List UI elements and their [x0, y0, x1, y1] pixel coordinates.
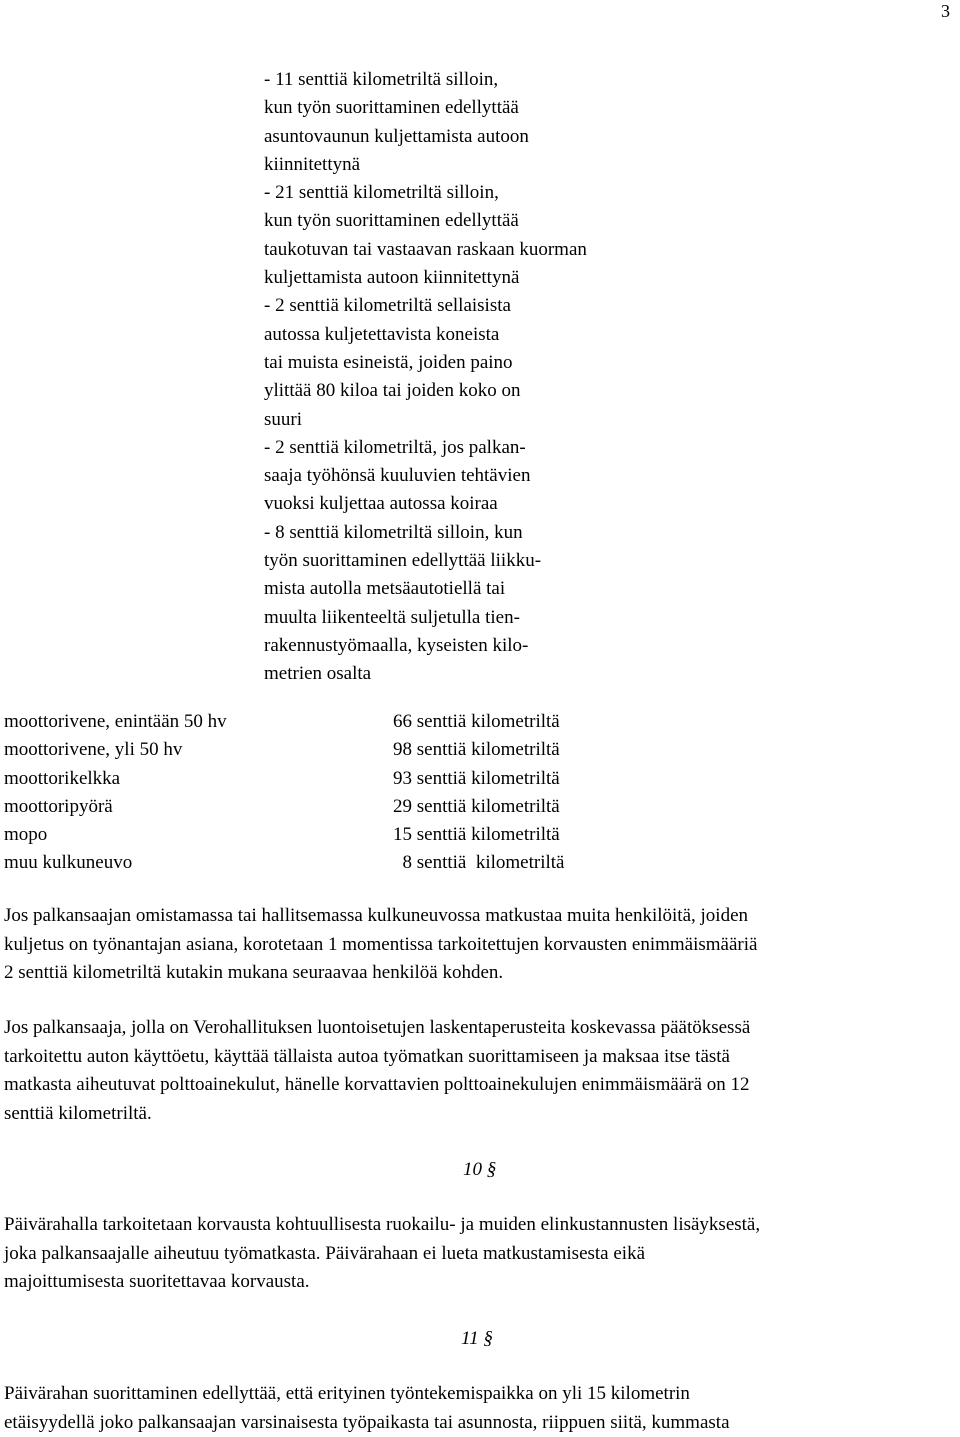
text-line: tarkoitettu auton käyttöetu, käyttää tällaista autoa työmatkan suorittamiseen ja maksaa itse tästä [4, 1043, 956, 1072]
text-line: kiinnitettynä [264, 151, 684, 179]
text-line: senttiä kilometriltä. [4, 1100, 956, 1129]
text-line: Jos palkansaajan omistamassa tai hallitsemassa kulkuneuvossa matkustaa muita henkilöitä, joiden [4, 902, 956, 931]
text-line: kuljetus on työnantajan asiana, korotetaan 1 momentissa tarkoitettujen korvausten enimmäismääriä [4, 931, 956, 960]
text-line: taukotuvan tai vastaavan raskaan kuorman [264, 236, 684, 264]
text-line: - 2 senttiä kilometriltä sellaisista [264, 292, 684, 320]
vehicle-label: moottoripyörä [4, 793, 227, 821]
text-line: joka palkansaajalle aiheutuu työmatkasta. Päivärahaan ei lueta matkustamisesta eikä [4, 1240, 956, 1269]
text-line: kuljettamista autoon kiinnitettynä [264, 264, 684, 292]
rate-value: 66 senttiä kilometriltä [393, 708, 565, 736]
paragraph-allowance-condition [4, 1380, 956, 1437]
text-line: asuntovaunun kuljettamista autoon [264, 123, 684, 151]
text-line: suuri [264, 406, 684, 434]
vehicle-label: muu kulkuneuvo [4, 849, 227, 877]
section-heading: 10 § [463, 1156, 496, 1184]
text-line: työn suorittaminen edellyttää liikku- [264, 547, 684, 575]
text-line: majoittumisesta suoritettavaa korvausta. [4, 1268, 956, 1297]
paragraph-daily-allowance [4, 1211, 956, 1297]
rate-value: 93 senttiä kilometriltä [393, 765, 565, 793]
text-line: etäisyydellä joko palkansaajan varsinaisesta työpaikasta tai asunnosta, riippuen siitä, kummasta [4, 1409, 956, 1437]
text-line: ylittää 80 kiloa tai joiden koko on [264, 377, 684, 405]
text-line: autossa kuljetettavista koneista [264, 321, 684, 349]
text-line: kun työn suorittaminen edellyttää [264, 94, 684, 122]
rate-value: 98 senttiä kilometriltä [393, 736, 565, 764]
text-line: kun työn suorittaminen edellyttää [264, 207, 684, 235]
rate-value: 8 senttiä kilometriltä [393, 849, 565, 877]
text-line: mista autolla metsäautotiellä tai [264, 575, 684, 603]
vehicle-label: mopo [4, 821, 227, 849]
vehicle-label: moottorikelkka [4, 765, 227, 793]
vehicle-label: moottorivene, enintään 50 hv [4, 708, 227, 736]
paragraph-passenger-increase [4, 902, 956, 988]
text-line: Päivärahan suorittaminen edellyttää, että erityinen työntekemispaikka on yli 15 kilometrin [4, 1380, 956, 1409]
rate-value: 29 senttiä kilometriltä [393, 793, 565, 821]
paragraph-fuel-costs [4, 1014, 956, 1128]
text-line: matkasta aiheutuvat polttoainekulut, hänelle korvattavien polttoainekulujen enimmäismäärä on 12 [4, 1071, 956, 1100]
vehicle-label: moottorivene, yli 50 hv [4, 736, 227, 764]
text-line: Jos palkansaaja, jolla on Verohallituksen luontoisetujen laskentaperusteita koskevassa päätöksessä [4, 1014, 956, 1043]
text-line: vuoksi kuljettaa autossa koiraa [264, 490, 684, 518]
text-line: 2 senttiä kilometriltä kutakin mukana seuraavaa henkilöä kohden. [4, 959, 956, 988]
text-line: - 2 senttiä kilometriltä, jos palkan- [264, 434, 684, 462]
vehicle-list [4, 708, 227, 878]
text-line: saaja työhönsä kuuluvien tehtävien [264, 462, 684, 490]
rate-value: 15 senttiä kilometriltä [393, 821, 565, 849]
text-line: Päivärahalla tarkoitetaan korvausta kohtuullisesta ruokailu- ja muiden elinkustannusten lisäyksestä, [4, 1211, 956, 1240]
rate-list [393, 708, 565, 878]
text-line: - 8 senttiä kilometriltä silloin, kun [264, 519, 684, 547]
text-line: - 11 senttiä kilometriltä silloin, [264, 66, 684, 94]
section-heading: 11 § [461, 1325, 493, 1353]
indented-rate-list [264, 66, 684, 689]
text-line: metrien osalta [264, 660, 684, 688]
text-line: muulta liikenteeltä suljetulla tien- [264, 604, 684, 632]
text-line: rakennustyömaalla, kyseisten kilo- [264, 632, 684, 660]
text-line: tai muista esineistä, joiden paino [264, 349, 684, 377]
page-number: 3 [941, 0, 950, 22]
text-line: - 21 senttiä kilometriltä silloin, [264, 179, 684, 207]
